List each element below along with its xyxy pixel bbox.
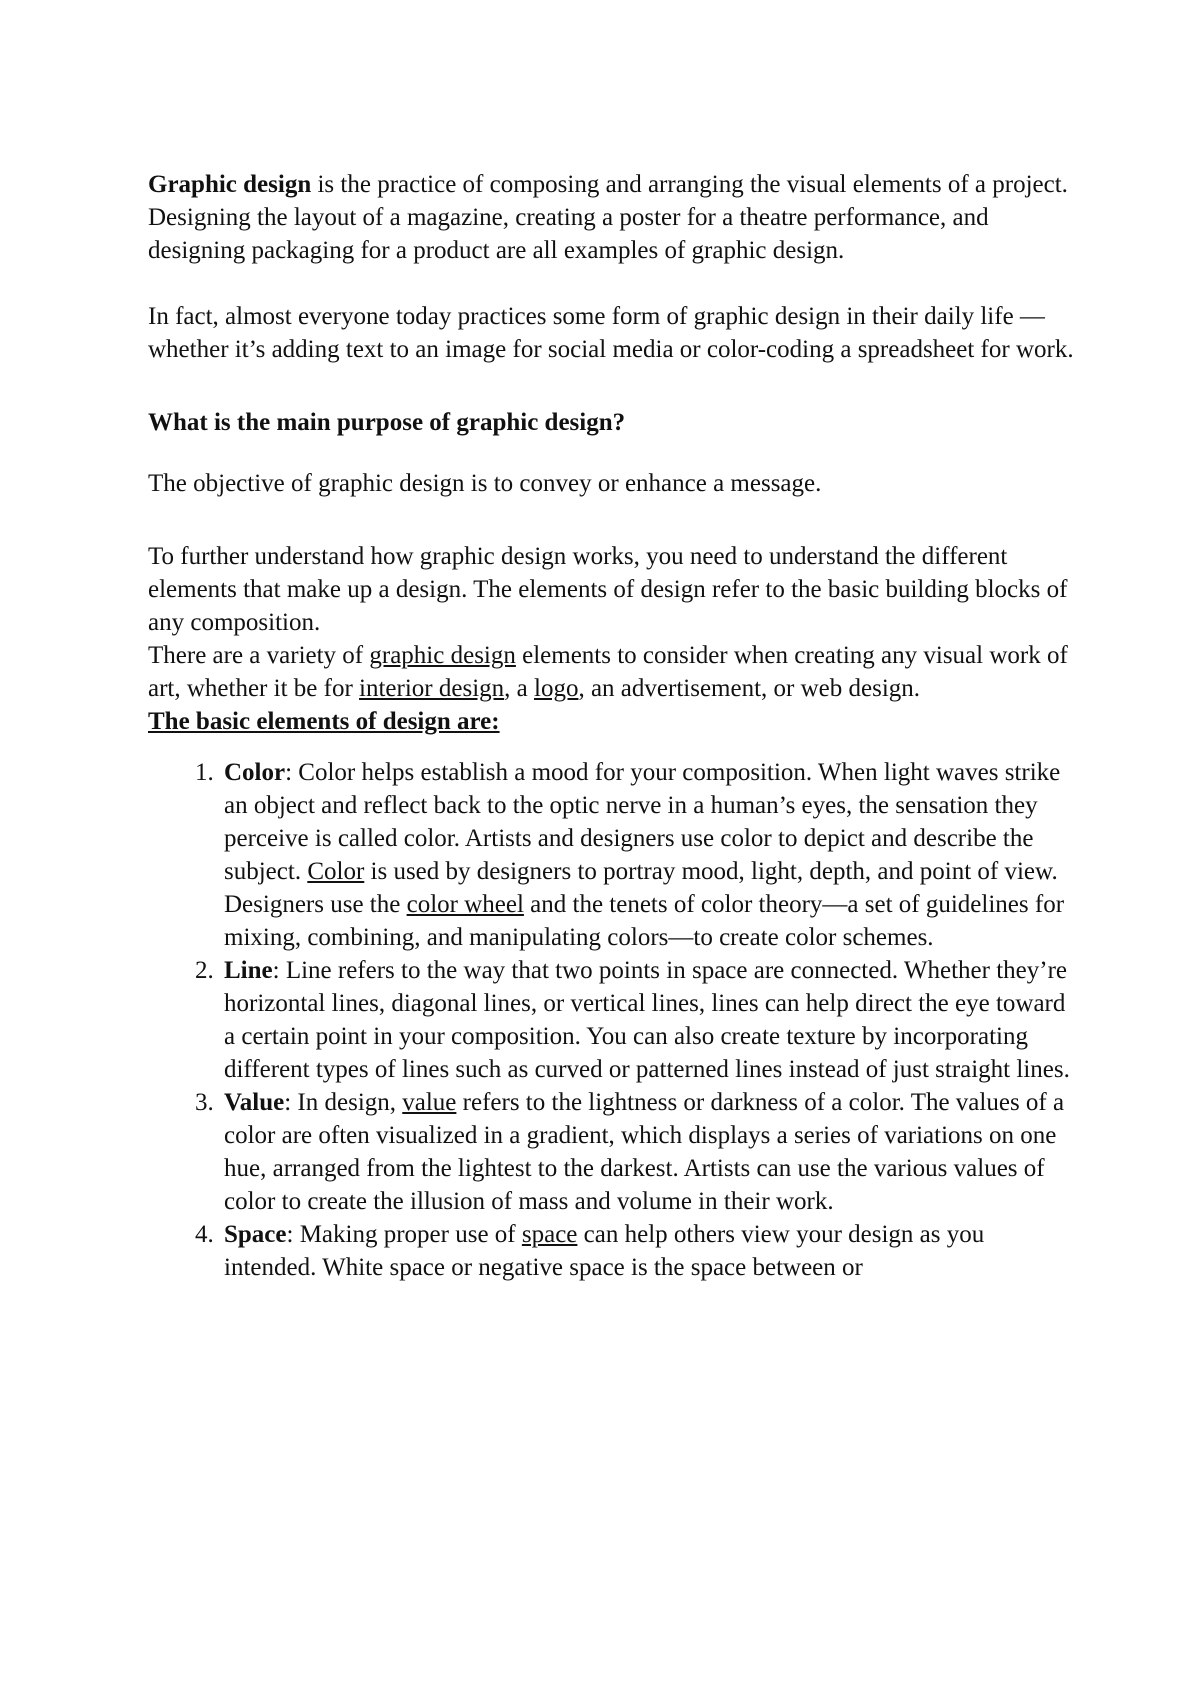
understand-paragraph: To further understand how graphic design works, you need to understand the different elements that make up a design. The elements of design refer to the basic building blocks of any composition. — [148, 543, 1068, 636]
intro-paragraph — [148, 168, 1078, 267]
fact-paragraph: In fact, almost everyone today practices some form of graphic design in their daily life — whether it’s adding text to an image for social media or color-coding a spreadsheet for work. — [148, 303, 1074, 363]
intro-term: Graphic design — [148, 171, 312, 198]
link-logo[interactable]: logo — [534, 675, 579, 702]
link-space[interactable]: space — [521, 1221, 578, 1248]
link-interior-design[interactable]: interior design — [359, 675, 505, 702]
answer-paragraph: The objective of graphic design is to convey or enhance a message. — [148, 470, 822, 497]
elements-heading: The basic elements of design are: — [148, 708, 500, 735]
link-color-wheel[interactable]: color wheel — [406, 891, 524, 918]
list-item-space: 4. Space: Making proper use of space can help others view your design as you intended. White space or negative space is the space between or — [220, 1218, 1078, 1284]
elements-list — [148, 756, 1078, 1284]
link-graphic-design[interactable]: graphic design — [369, 642, 516, 669]
intro-text: is the practice of composing and arranging the visual elements of a project. Designing the layout of a magazine, creating a poster for a theatre performance, and designing packaging for a product are all examples of graphic design. — [148, 171, 1068, 264]
question-heading: What is the main purpose of graphic design? — [148, 409, 626, 436]
document-page — [148, 168, 1078, 1284]
variety-paragraph: There are a variety of graphic design elements to consider when creating any visual work of art, whether it be for interior design, a logo, an advertisement, or web design. — [148, 642, 1068, 702]
list-item-color: 1. Color: Color helps establish a mood for your composition. When light waves strike an object and reflect back to the optic nerve in a human’s eyes, the sensation they perceive is called color. Artists and designers use color to depict and describe the subject. Color is used by designers to portray mood, light, depth, and point of view. Designers use the color wheel and the tenets of color theory—a set of guidelines for mixing, combining, and manipulating colors—to create color schemes. — [220, 756, 1078, 954]
link-value[interactable]: value — [402, 1089, 457, 1116]
link-color[interactable]: Color — [307, 858, 365, 885]
list-item-value: 3. Value: In design, value refers to the lightness or darkness of a color. The values of a color are often visualized in a gradient, which displays a series of variations on one hue, arranged from the lightest to the darkest. Artists can use the various values of color to create the illusion of mass and volume in their work. — [220, 1086, 1078, 1218]
list-item-line: 2. Line: Line refers to the way that two points in space are connected. Whether they’re horizontal lines, diagonal lines, or vertical lines, lines can help direct the eye toward a certain point in your composition. You can also create texture by incorporating different types of lines such as curved or patterned lines instead of just straight lines. — [220, 954, 1078, 1086]
